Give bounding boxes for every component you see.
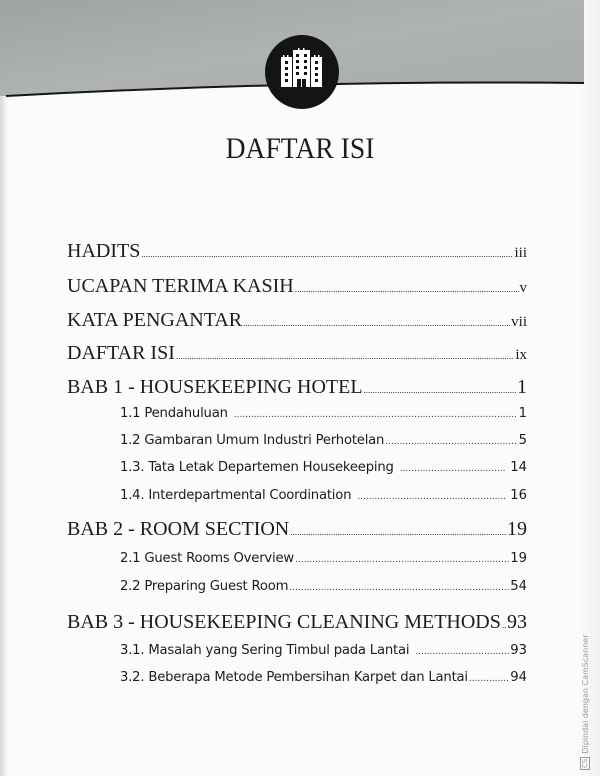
dot-leader (141, 249, 513, 259)
page-edge-shadow (0, 0, 8, 776)
dot-leader (234, 410, 518, 420)
toc-section-page: 93 (510, 643, 527, 658)
toc-section-page: 14 (510, 460, 527, 475)
dot-leader (469, 674, 509, 684)
toc-section-2-1[interactable] (120, 551, 527, 566)
dot-leader (295, 555, 509, 565)
toc-entry-page: vii (511, 314, 527, 330)
toc-chapter-label: BAB 2 - ROOM SECTION (67, 518, 290, 540)
toc-section-1-1[interactable] (120, 406, 527, 421)
toc-entry-daftar-isi[interactable] (67, 342, 527, 365)
toc-entry-label: DAFTAR ISI (67, 342, 175, 364)
toc-section-1-2[interactable] (120, 433, 527, 448)
toc-section-label: 1.3. Tata Letak Departemen Housekeeping (120, 460, 394, 475)
toc-chapter-page: 1 (517, 376, 527, 398)
toc-entry-ucapan-terima-kasih[interactable] (67, 275, 527, 298)
toc-entry-page: iii (514, 245, 527, 261)
dot-leader (289, 583, 509, 593)
toc-section-label: 2.1 Guest Rooms Overview (120, 551, 294, 566)
toc-section-label: 3.1. Masalah yang Sering Timbul pada Lantai (120, 643, 410, 658)
toc-chapter-1[interactable] (67, 376, 527, 399)
toc-section-label: 3.2. Beberapa Metode Pembersihan Karpet dan Lantai (120, 670, 468, 685)
toc-chapter-label: BAB 3 - HOUSEKEEPING CLEANING METHODS (67, 611, 501, 633)
toc-section-label: 1.2 Gambaran Umum Industri Perhotelan (120, 433, 385, 448)
toc-chapter-3[interactable] (67, 611, 527, 634)
toc-section-page: 94 (510, 670, 527, 685)
watermark-text: Dipindai dengan CamScanner (580, 634, 590, 754)
toc-section-page: 1 (518, 406, 527, 421)
dot-leader (357, 492, 506, 502)
toc-chapter-label: BAB 1 - HOUSEKEEPING HOTEL (67, 376, 363, 398)
toc-section-label: 2.2 Preparing Guest Room (120, 579, 289, 594)
dot-leader (400, 464, 507, 474)
toc-section-label: 1.1 Pendahuluan (120, 406, 228, 421)
toc-entry-label: UCAPAN TERIMA KASIH (67, 275, 294, 297)
toc-section-1-3[interactable] (120, 460, 527, 475)
dot-leader (385, 437, 517, 447)
dot-leader (415, 647, 509, 657)
camscanner-logo-icon: CS (581, 758, 589, 768)
toc-section-label: 1.4. Interdepartmental Coordination (120, 488, 352, 503)
toc-section-page: 54 (510, 579, 527, 594)
toc-section-page: 16 (510, 488, 527, 503)
dot-leader (243, 318, 510, 328)
toc-entry-kata-pengantar[interactable] (67, 309, 527, 332)
toc-section-3-1[interactable] (120, 643, 527, 658)
dot-leader (290, 527, 506, 537)
toc-chapter-page: 19 (507, 518, 527, 540)
dot-leader (176, 351, 514, 361)
toc-entry-hadits[interactable] (67, 240, 527, 263)
dot-leader (502, 620, 506, 630)
page-title: DAFTAR ISI (225, 132, 375, 165)
dot-leader (295, 284, 519, 294)
hotel-building-icon (265, 35, 339, 109)
toc-section-2-2[interactable] (120, 579, 527, 594)
toc-section-1-4[interactable] (120, 488, 527, 503)
toc-chapter-page: 93 (507, 611, 527, 633)
toc-entry-page: v (519, 280, 527, 296)
toc-entry-label: KATA PENGANTAR (67, 309, 243, 331)
toc-entry-label: HADITS (67, 240, 141, 262)
toc-section-page: 5 (518, 433, 527, 448)
toc-entry-page: ix (515, 347, 527, 363)
dot-leader (364, 385, 516, 395)
toc-chapter-2[interactable] (67, 518, 527, 541)
toc-section-page: 19 (510, 551, 527, 566)
camscanner-watermark (580, 634, 590, 770)
toc-section-3-2[interactable] (120, 670, 527, 685)
